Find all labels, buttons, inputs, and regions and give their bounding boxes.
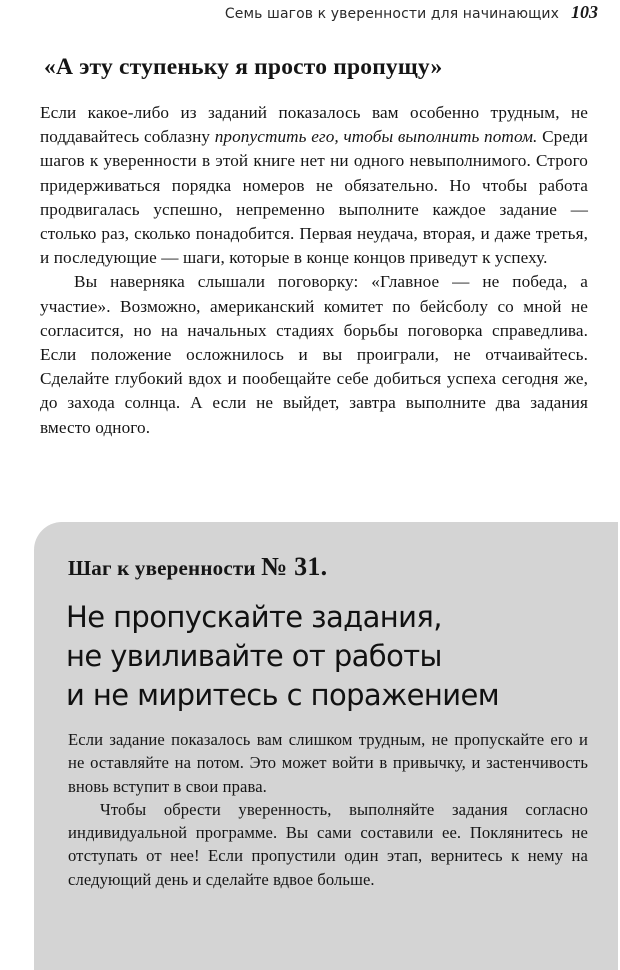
paragraph-1-end: Среди шагов к уверенности в этой книге нет ни одного невыполнимого. Строго придерживаться порядка номеров не обязательно. Но чтобы работа продвигалась успешно, непременно выполните каждое задание — столько раз, сколько понадобится. Первая неудача, вторая, и даже третья, и последующие — шаги, которые в конце концов приведут к успеху. [40, 127, 588, 268]
page-number: 103 [571, 2, 598, 22]
step-title-line-3: и не миритесь с поражением [66, 678, 499, 712]
step-callout-box [34, 522, 618, 970]
step-number: № 31. [261, 552, 328, 581]
step-title-line-2: не увиливайте от работы [66, 639, 442, 673]
step-label [68, 552, 327, 582]
step-body [68, 728, 588, 891]
paragraph-1-emphasis: пропустить его, чтобы выполнить потом. [214, 127, 538, 147]
section-body [40, 54, 588, 440]
step-title [66, 598, 596, 715]
section-paragraph-2: Вы наверняка слышали поговорку: «Главное — не победа, а участие». Возможно, американский комитет по бейсболу со мной не согласится, но на начальных стадиях борьбы поговорка справедлива. Если положение осложнилось и вы проиграли, не отчаивайтесь. Сделайте глубокий вдох и пообещайте себе добиться успеха сегодня же, до захода солнца. А если не выйдет, завтра выполните два задания вместо одного. [40, 272, 588, 437]
section-heading: «А эту ступеньку я просто пропущу» [44, 54, 443, 80]
running-header [225, 2, 598, 23]
section-paragraph-1 [40, 101, 588, 270]
step-paragraph-1: Если задание показалось вам слишком трудным, не пропускайте его и не оставляйте на потом. Это может войти в привычку, и застенчивость вновь вступит в свои права. [68, 730, 588, 796]
step-label-text: Шаг к уверенности [68, 556, 256, 580]
paragraph-1-start: Если какое-либо из заданий показалось вам особенно трудным, не поддавайтесь соблазну [40, 103, 588, 147]
step-paragraph-2: Чтобы обрести уверенность, выполняйте задания согласно индивидуальной программе. Вы сами составили ее. Поклянитесь не отступать от нее! Если пропустили один этап, вернитесь к нему на следующий день и сделайте вдвое больше. [68, 799, 588, 889]
running-header-title: Семь шагов к уверенности для начинающих [224, 6, 559, 22]
step-title-line-1: Не пропускайте задания, [66, 600, 442, 634]
